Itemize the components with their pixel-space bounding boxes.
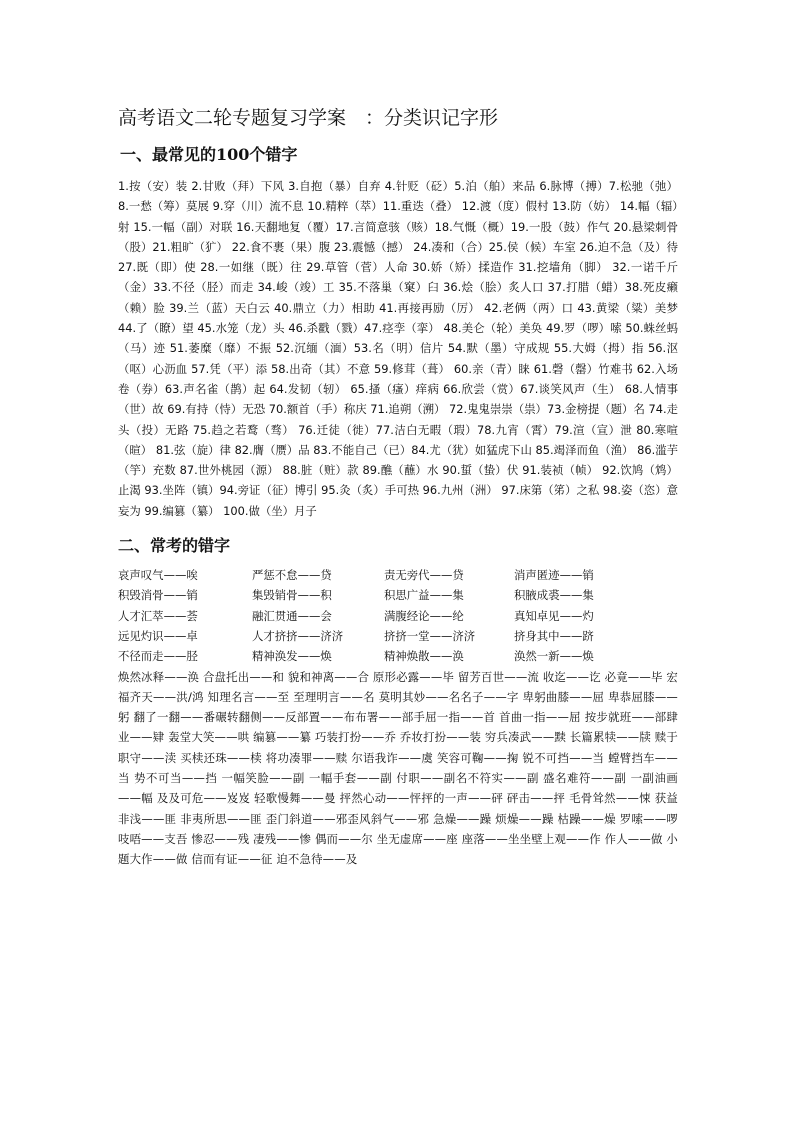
table-cell: 消声匿迹——销 — [514, 568, 594, 583]
table-row — [118, 646, 678, 666]
table-row — [118, 626, 678, 646]
table-cell: 精神涣发——焕 — [252, 649, 332, 664]
table-row — [118, 606, 678, 626]
table-cell: 严惩不怠——贷 — [252, 568, 332, 583]
section-heading-common-errors: 一、最常见的100个错字 — [120, 145, 298, 164]
table-cell: 集毁销骨——积 — [252, 588, 332, 603]
table-cell: 积思广益——集 — [384, 588, 464, 603]
document-title: 高考语文二轮专题复习学案 ：分类识记字形 — [118, 107, 499, 129]
section-heading-frequent-errors: 二、常考的错字 — [118, 536, 231, 556]
table-cell: 挤身其中——跻 — [514, 628, 594, 643]
table-cell: 真知卓见——灼 — [514, 608, 594, 623]
table-cell: 责无旁代——贷 — [384, 568, 464, 583]
table-cell: 哀声叹气——唉 — [118, 568, 198, 583]
common-errors-list: 1.按（安）装 2.甘败（拜）下风 3.自抱（暴）自弃 4.针贬（砭）5.泊（舶）来品 6.脉博（搏）7.松驰（弛） 8.一愁（筹）莫展 9.穿（川）流不息 10.精粹（萃）11.重迭（叠） 12.渡（度）假村 13.防（妨） 14.幅（辐）射 15.一幅（副）对联 16.天翻地复（覆）17.言简意骇（赅）18.气慨（概）19.一股（鼓）作气 20.悬梁刺骨（股）21.粗旷（犷） 22.食不裹（果）腹 23.震憾（撼） 24.凑和（合）25.侯（候）车室 26.迫不急（及）待 27.既（即）使 28.一如继（既）往 29.草管（菅）人命 30.娇（矫）揉造作 31.挖墙角（脚） 32.一诺千斤（金）33.不径（胫）而走 34.峻（竣）工 35.不落巢（窠）臼 36.烩（脍）炙人口 37.打腊（蜡）38.死皮癞（赖）脸 39.兰（蓝）天白云 40.鼎立（力）相助 41.再接再励（厉） 42.老俩（两）口 43.黄梁（粱）美梦 44.了（瞭）望 45.水笼（龙）头 46.杀戳（戮）47.痉孪（挛） 48.美仑（轮）美奂 49.罗（啰）嗦 50.蛛丝蚂（马）迹 51.萎糜（靡）不振 52.沉缅（湎）53.名（明）信片 54.默（墨）守成规 55.大姆（拇）指 56.沤（呕）心沥血 57.凭（平）添 58.出奇（其）不意 59.修茸（葺） 60.亲（青）睐 61.磬（罄）竹难书 62.入场卷（券）63.声名雀（鹊）起 64.发韧（轫） 65.搔（瘙）痒病 66.欣尝（赏）67.谈笑风声（生） 68.人情事（世）故 69.有持（恃）无恐 70.额首（手）称庆 71.追朔（溯） 72.鬼鬼崇崇（祟）73.金榜提（题）名 74.走头（投）无路 75.趋之若鹜（骛） 76.迁徒（徙）77.洁白无暇（瑕）78.九宵（霄）79.渲（宣）泄 80.寒喧（暄） 81.弦（旋）律 82.膺（赝）品 83.不能自己（已）84.尤（犹）如猛虎下山 85.竭泽而鱼（渔） 86.滥芋（竽）充数 87.世外桃园（源） 88.脏（赃）款 89.醮（蘸）水 90.蜇（蛰）伏 91.装祯（帧） 92.饮鸠（鸩）止渴 93.坐阵（镇）94.旁证（征）博引 95.灸（炙）手可热 96.九州（洲） 97.床第（笫）之私 98.姿（恣）意妄为 99.编篡（纂） 100.做（坐）月子 — [118, 179, 678, 518]
table-cell: 满腹经论——纶 — [384, 608, 464, 623]
table-cell: 积腋成裘——集 — [514, 588, 594, 603]
table-cell: 人才汇萃——荟 — [118, 608, 198, 623]
table-cell: 涣然一新——焕 — [514, 649, 594, 664]
table-row — [118, 565, 678, 585]
table-cell: 积毁消骨——销 — [118, 588, 198, 603]
document-page — [118, 104, 678, 870]
table-cell: 融汇贯通——会 — [252, 608, 332, 623]
table-cell: 挤挤一堂——济济 — [384, 628, 476, 643]
table-cell: 不径而走——胫 — [118, 649, 198, 664]
table-row — [118, 585, 678, 605]
table-cell: 远见灼识——卓 — [118, 628, 198, 643]
table-cell: 精神焕散——涣 — [384, 649, 464, 664]
frequent-errors-text: 焕然冰释——涣 合盘托出——和 貌和神离——合 原形必露——毕 留芳百世——流 收迄——讫 必竟——毕 宏福齐天——洪/鸿 知理名言——至 至理明言——名 莫明其妙——名名子——字 卑躬曲膝——屈 卑恭屈膝——躬 翻了一翻——番碾转翻侧——反部置——布布署——部手屈一指——首 首曲一指——屈 按步就班——部肆业——肄 轰堂大笑——哄 编篡——纂 巧装打扮——乔 乔妆打扮——装 穷兵凑武——黩 长篇累犊——牍 赎于职守——渎 买椟还珠——椟 将功凑罪——赎 尔语我诈——虞 笑容可鞠——掬 锐不可挡——当 螳臂挡车——当 势不可当——挡 一幅笑脸——副 一幅手套——副 付职——副名不符实——副 盛名难符——副 一副油画——幅 及及可危——岌岌 轻歌慢舞——曼 抨然心动——怦抨的一声——砰 砰击——抨 毛骨耸然——悚 获益非浅——匪 非夷所思——匪 歪门斜道——邪歪风斜气——邪 急燥——躁 烦燥——躁 枯躁——燥 罗嗦——啰 吱唔——支吾 惨忍——残 凄残——惨 偶而——尔 坐无虚席——座 座落——坐坐壁上观——作 作人——做 小题大作——做 信而有证——征 迫不急待——及 — [118, 669, 678, 867]
frequent-errors-table — [118, 565, 678, 666]
table-cell: 人才挤挤——济济 — [252, 628, 344, 643]
